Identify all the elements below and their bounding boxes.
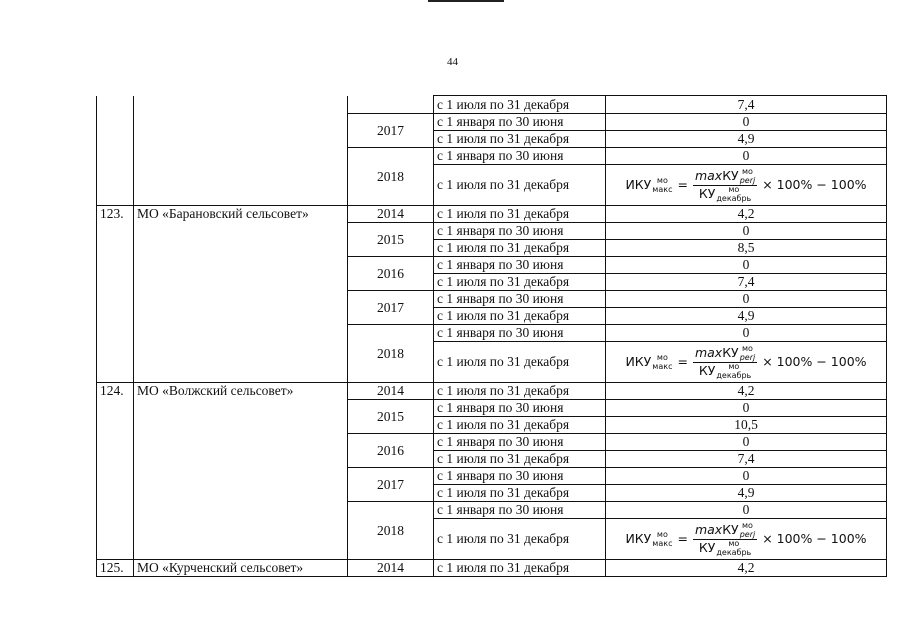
value-cell [606, 519, 887, 560]
period-cell: с 1 июля по 31 декабря [434, 308, 606, 325]
table-row [97, 206, 887, 223]
municipality-name: МО «Волжский сельсовет» [134, 383, 348, 560]
value-cell: 0 [606, 291, 887, 308]
value-cell: 4,9 [606, 308, 887, 325]
year-cell: 2015 [348, 400, 434, 434]
period-cell: с 1 января по 30 июня [434, 434, 606, 451]
formula-tail: × 100% − 100% [762, 177, 867, 192]
table-row [97, 96, 887, 114]
value-cell: 7,4 [606, 451, 887, 468]
period-cell: с 1 июля по 31 декабря [434, 560, 606, 577]
table-row [97, 560, 887, 577]
formula-lhs: ИКУ мо макс [625, 175, 673, 194]
period-cell: с 1 января по 30 июня [434, 468, 606, 485]
table-body [97, 96, 887, 577]
growth-formula [625, 345, 866, 380]
value-cell [606, 165, 887, 206]
period-cell: с 1 июля по 31 декабря [434, 342, 606, 383]
period-cell: с 1 января по 30 июня [434, 114, 606, 131]
period-cell: с 1 января по 30 июня [434, 257, 606, 274]
year-cell: 2017 [348, 291, 434, 325]
municipality-name: МО «Курченский сельсовет» [134, 560, 348, 577]
value-cell: 0 [606, 325, 887, 342]
year-cell: 2014 [348, 560, 434, 577]
formula-denominator: КУ мо декабрь [698, 361, 752, 380]
period-cell: с 1 июля по 31 декабря [434, 274, 606, 291]
formula-equals: = [677, 531, 688, 546]
period-cell: с 1 июля по 31 декабря [434, 383, 606, 400]
value-cell: 4,9 [606, 131, 887, 148]
growth-formula [625, 168, 866, 203]
year-cell: 2018 [348, 148, 434, 206]
formula-equals: = [677, 354, 688, 369]
formula-fraction [693, 522, 757, 557]
period-cell: с 1 января по 30 июня [434, 148, 606, 165]
period-cell: с 1 июля по 31 декабря [434, 240, 606, 257]
formula-numerator: maxКУ мо perj [694, 343, 756, 362]
municipality-name [134, 96, 348, 206]
formula-lhs: ИКУ мо макс [625, 529, 673, 548]
year-cell: 2016 [348, 257, 434, 291]
formula-numerator: maxКУ мо perj [694, 520, 756, 539]
formula-denominator: КУ мо декабрь [698, 538, 752, 557]
value-cell: 0 [606, 400, 887, 417]
value-cell: 8,5 [606, 240, 887, 257]
page-number: 44 [447, 56, 458, 68]
period-cell: с 1 июля по 31 декабря [434, 165, 606, 206]
year-cell: 2014 [348, 206, 434, 223]
table-row [97, 383, 887, 400]
formula-tail: × 100% − 100% [762, 531, 867, 546]
value-cell: 4,2 [606, 206, 887, 223]
formula-equals: = [677, 177, 688, 192]
year-cell: 2017 [348, 114, 434, 148]
formula-fraction [693, 345, 757, 380]
period-cell: с 1 июля по 31 декабря [434, 96, 606, 114]
formula-numerator: maxКУ мо perj [694, 166, 756, 185]
value-cell [606, 342, 887, 383]
period-cell: с 1 июля по 31 декабря [434, 206, 606, 223]
year-cell: 2017 [348, 468, 434, 502]
formula-lhs: ИКУ мо макс [625, 352, 673, 371]
value-cell: 7,4 [606, 274, 887, 291]
period-cell: с 1 января по 30 июня [434, 223, 606, 240]
year-cell: 2014 [348, 383, 434, 400]
row-number: 123. [97, 206, 134, 383]
year-cell: 2015 [348, 223, 434, 257]
municipality-name: МО «Барановский сельсовет» [134, 206, 348, 383]
period-cell: с 1 июля по 31 декабря [434, 519, 606, 560]
formula-fraction [693, 168, 757, 203]
value-cell: 0 [606, 434, 887, 451]
year-cell [348, 96, 434, 114]
value-cell: 0 [606, 114, 887, 131]
year-cell: 2018 [348, 502, 434, 560]
top-mark [428, 0, 504, 2]
growth-formula [625, 522, 866, 557]
value-cell: 4,9 [606, 485, 887, 502]
row-number: 124. [97, 383, 134, 560]
period-cell: с 1 января по 30 июня [434, 325, 606, 342]
value-cell: 0 [606, 257, 887, 274]
period-cell: с 1 января по 30 июня [434, 400, 606, 417]
value-cell: 0 [606, 148, 887, 165]
value-cell: 7,4 [606, 96, 887, 114]
value-cell: 10,5 [606, 417, 887, 434]
period-cell: с 1 июля по 31 декабря [434, 417, 606, 434]
value-cell: 0 [606, 468, 887, 485]
period-cell: с 1 июля по 31 декабря [434, 451, 606, 468]
tariff-table [96, 95, 887, 577]
value-cell: 4,2 [606, 560, 887, 577]
value-cell: 0 [606, 502, 887, 519]
value-cell: 4,2 [606, 383, 887, 400]
formula-denominator: КУ мо декабрь [698, 184, 752, 203]
period-cell: с 1 января по 30 июня [434, 291, 606, 308]
year-cell: 2018 [348, 325, 434, 383]
row-number [97, 96, 134, 206]
period-cell: с 1 января по 30 июня [434, 502, 606, 519]
row-number: 125. [97, 560, 134, 577]
period-cell: с 1 июля по 31 декабря [434, 131, 606, 148]
formula-tail: × 100% − 100% [762, 354, 867, 369]
value-cell: 0 [606, 223, 887, 240]
year-cell: 2016 [348, 434, 434, 468]
period-cell: с 1 июля по 31 декабря [434, 485, 606, 502]
